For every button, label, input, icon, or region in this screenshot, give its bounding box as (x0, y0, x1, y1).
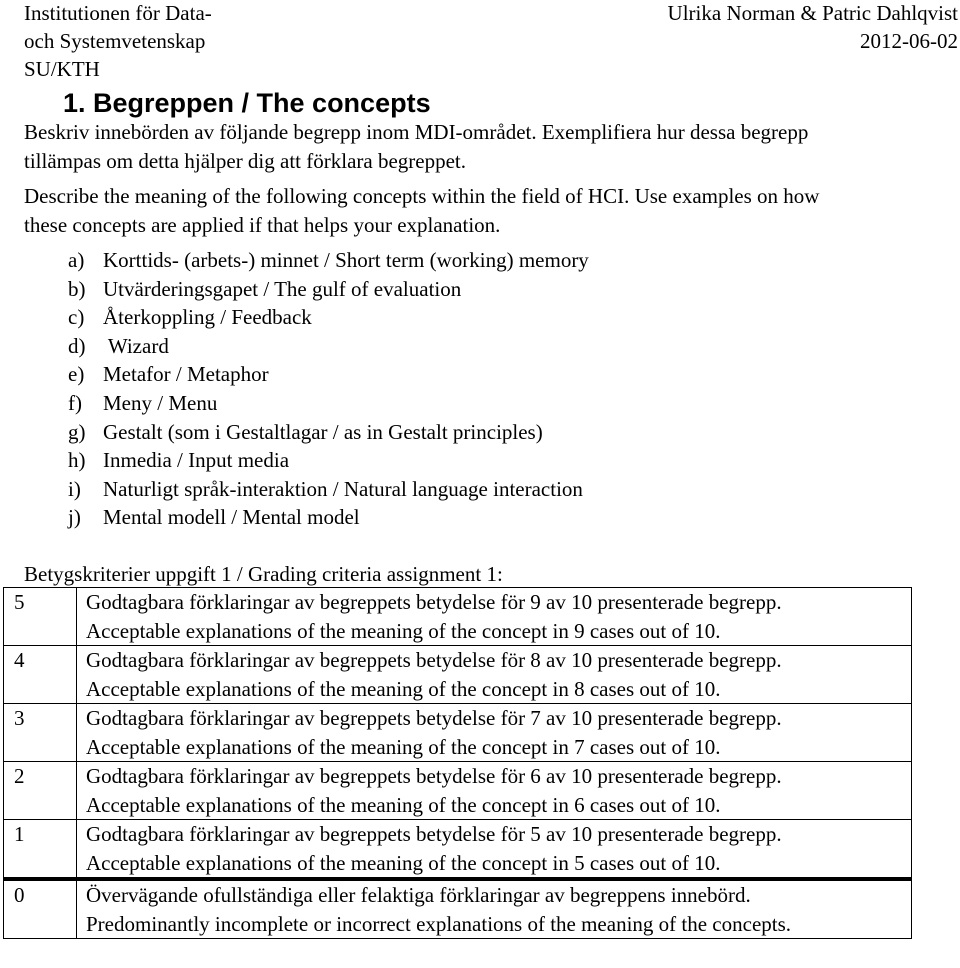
concept-item (68, 503, 589, 532)
grade-row (4, 704, 912, 762)
intro-english-line: Describe the meaning of the following concepts within the field of HCI. Use examples on how (24, 184, 820, 208)
concept-label: f) (68, 390, 82, 415)
concept-label: i) (68, 476, 81, 501)
concept-label: j) (68, 505, 81, 530)
intro-swedish (24, 118, 808, 176)
grade-description (77, 704, 912, 762)
grade-row (4, 646, 912, 704)
grade-score: 4 (4, 646, 77, 704)
concept-label: g) (68, 419, 86, 444)
grade-description-english: Predominantly incomplete or incorrect explanations of the meaning of the concepts. (86, 911, 792, 936)
concept-text: Inmedia / Input media (103, 448, 290, 473)
grade-description (77, 646, 912, 704)
grading-criteria-title: Betygskriterier uppgift 1 / Grading criteria assignment 1: (24, 562, 503, 586)
concept-label: h) (68, 448, 86, 473)
concept-text: Utvärderingsgapet / The gulf of evaluation (103, 276, 462, 301)
grade-score: 5 (4, 588, 77, 646)
grade-description (77, 762, 912, 820)
header-authors (668, 0, 958, 55)
grade-row (4, 588, 912, 646)
concept-text: Korttids- (arbets-) minnet / Short term (working) memory (103, 248, 589, 272)
grading-table (3, 587, 912, 939)
grade-description-swedish: Godtagbara förklaringar av begreppets betydelse för 6 av 10 presenterade begrepp. (86, 764, 782, 788)
intro-swedish-line: Beskriv innebörden av följande begrepp inom MDI-området. Exemplifiera hur dessa begrepp (24, 120, 809, 144)
header-institution (24, 0, 212, 83)
concept-item (68, 360, 589, 389)
grade-description-swedish: Godtagbara förklaringar av begreppets betydelse för 5 av 10 presenterade begrepp. (86, 822, 782, 846)
grade-score: 2 (4, 762, 77, 820)
concept-list (68, 246, 589, 532)
header-author-names: Ulrika Norman & Patric Dahlqvist (667, 1, 958, 25)
grade-description (77, 879, 912, 939)
concept-item (68, 246, 589, 275)
concept-item (68, 332, 589, 361)
header-institution-line: och Systemvetenskap (24, 29, 206, 53)
concept-item (68, 275, 589, 304)
concept-item (68, 475, 589, 504)
concept-text: Naturligt språk-interaktion / Natural language interaction (103, 476, 583, 501)
concept-text: Wizard (103, 333, 169, 358)
concept-text: Gestalt (som i Gestaltlagar / as in Gestalt principles) (103, 419, 543, 444)
grade-description-swedish: Godtagbara förklaringar av begreppets betydelse för 9 av 10 presenterade begrepp. (86, 590, 782, 614)
header-institution-line: Institutionen för Data- (24, 1, 212, 25)
grade-description-english: Acceptable explanations of the meaning of the concept in 8 cases out of 10. (86, 676, 721, 701)
concept-item (68, 303, 589, 332)
concept-item (68, 446, 589, 475)
grade-score: 1 (4, 820, 77, 880)
concept-label: e) (68, 362, 85, 387)
grade-score: 0 (4, 879, 77, 939)
grade-description-swedish: Övervägande ofullständiga eller felaktiga förklaringar av begreppens innebörd. (86, 883, 751, 907)
grade-score: 3 (4, 704, 77, 762)
concept-text: Mental modell / Mental model (103, 505, 360, 530)
intro-swedish-line: tillämpas om detta hjälper dig att förklara begreppet. (24, 149, 467, 173)
grade-row (4, 762, 912, 820)
concept-item (68, 418, 589, 447)
grade-description-english: Acceptable explanations of the meaning of the concept in 6 cases out of 10. (86, 792, 721, 817)
concept-label: a) (68, 248, 85, 272)
header-date: 2012-06-02 (860, 29, 958, 53)
section-title: 1. Begreppen / The concepts (63, 88, 431, 118)
grade-description-english: Acceptable explanations of the meaning of the concept in 7 cases out of 10. (86, 734, 721, 759)
concept-label: b) (68, 276, 86, 301)
intro-english (24, 182, 819, 240)
grade-description (77, 588, 912, 646)
grade-description-swedish: Godtagbara förklaringar av begreppets betydelse för 7 av 10 presenterade begrepp. (86, 706, 782, 730)
concept-label: c) (68, 305, 85, 330)
intro-english-line: these concepts are applied if that helps your explanation. (24, 213, 501, 237)
concept-text: Metafor / Metaphor (103, 362, 269, 387)
grade-description (77, 820, 912, 880)
concept-item (68, 389, 589, 418)
concept-text: Meny / Menu (103, 390, 218, 415)
concept-text: Återkoppling / Feedback (103, 305, 312, 330)
grade-description-english: Acceptable explanations of the meaning of the concept in 9 cases out of 10. (86, 618, 721, 643)
grade-description-english: Acceptable explanations of the meaning of the concept in 5 cases out of 10. (86, 850, 721, 875)
grade-description-swedish: Godtagbara förklaringar av begreppets betydelse för 8 av 10 presenterade begrepp. (86, 648, 782, 672)
grade-row (4, 879, 912, 939)
header-institution-line: SU/KTH (24, 57, 100, 81)
concept-label: d) (68, 333, 86, 358)
grade-row (4, 820, 912, 880)
